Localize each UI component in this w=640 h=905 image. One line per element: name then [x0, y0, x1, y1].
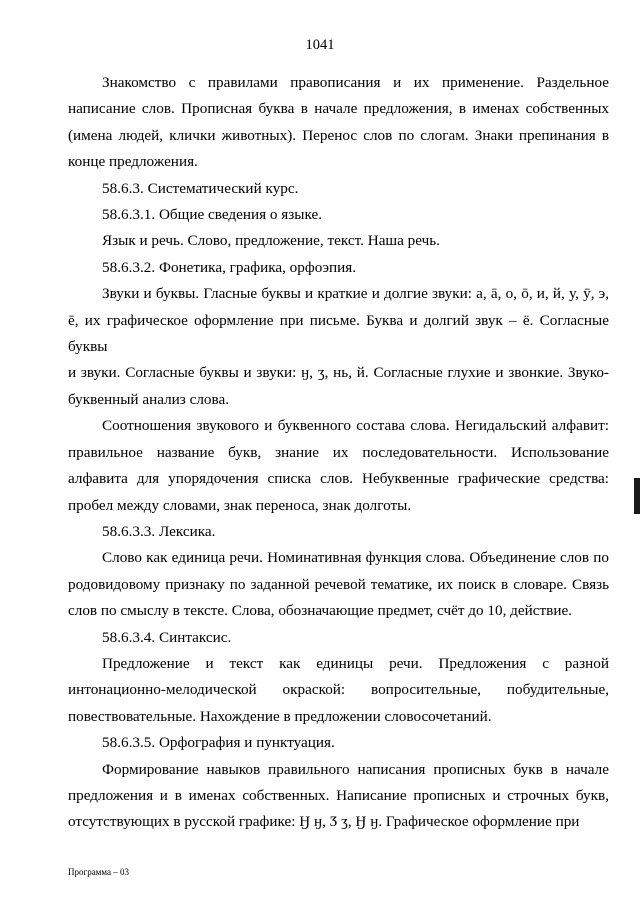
paragraph-capital-letters: Формирование навыков правильного написания прописных букв в начале предложения и в именах собственных. Написание прописных и строчных букв, отсутствующих в русской графике: Ӈ ӈ, Ӡ ӡ, Ӈ ӈ. Графическое оформление при [68, 760, 609, 831]
paragraph-language-speech: Язык и речь. Слово, предложение, текст. Наша речь. [102, 232, 440, 250]
document-body [68, 70, 609, 836]
paragraph-alphabet: Соотношения звукового и буквенного состава слова. Негидальский алфавит: правильное название букв, знание их последовательности. Использование алфавита для упорядочения списка слов. Небуквенные графические средства: пробел между словами, знак переноса, знак долготы. [68, 417, 609, 514]
page-footer: Программа – 03 [68, 867, 130, 877]
page-number: 1041 [305, 37, 335, 53]
heading-phonetics: 58.6.3.2. Фонетика, графика, орфоэпия. [102, 258, 357, 276]
paragraph-consonants: и звуки. Согласные буквы и звуки: ӈ, ӡ, нь, й. Согласные глухие и звонкие. Звуко-буквенный анализ слова. [68, 364, 609, 408]
heading-general-info: 58.6.3.1. Общие сведения о языке. [102, 206, 322, 224]
paragraph-spelling-intro: Знакомство с правилами правописания и их применение. Раздельное написание слов. Прописная буква в начале предложения, в именах собственных (имена людей, клички животных). Перенос слов по слогам. Знаки препинания в конце предложения. [68, 74, 609, 171]
heading-orthography: 58.6.3.5. Орфография и пунктуация. [102, 734, 335, 752]
paragraph-sentence-text: Предложение и текст как единицы речи. Предложения с разной интонационно-мелодической окраской: вопросительные, побудительные, повествовательные. Нахождение в предложении словосочетаний. [68, 654, 609, 725]
scan-edge-mark [634, 478, 640, 514]
heading-syntax: 58.6.3.4. Синтаксис. [102, 628, 232, 646]
paragraph-word-unit: Слово как единица речи. Номинативная функция слова. Объединение слов по родовидовому признаку по заданной речевой тематике, их поиск в словаре. Связь слов по смыслу в тексте. Слова, обозначающие предмет, счёт до 10, действие. [68, 549, 609, 620]
paragraph-sounds-letters: Звуки и буквы. Гласные буквы и краткие и долгие звуки: а, ā, о, ō, и, й, у, ӯ, э, ē, их графическое оформление при письме. Буква и долгий звук – ё. Согласные буквы [68, 285, 609, 356]
heading-systematic-course: 58.6.3. Систематический курс. [102, 179, 299, 197]
heading-lexicon: 58.6.3.3. Лексика. [102, 522, 216, 540]
